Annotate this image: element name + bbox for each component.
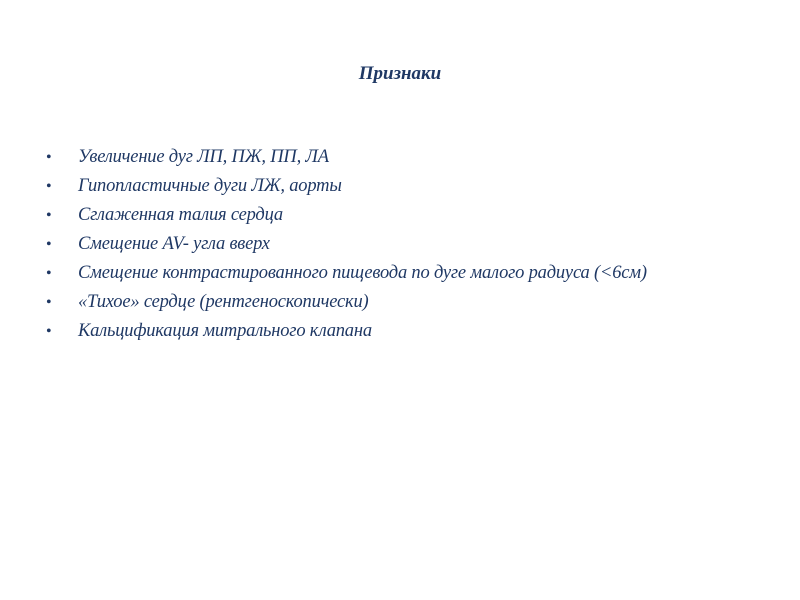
slide-title: Признаки	[358, 63, 442, 84]
bullet-item	[46, 175, 736, 198]
bullet-item	[46, 262, 736, 285]
bullet-marker: •	[46, 207, 52, 224]
bullet-marker: •	[46, 294, 52, 311]
bullet-item	[46, 204, 736, 227]
bullet-marker: •	[46, 265, 52, 282]
bullet-text: Кальцификация митрального клапана	[78, 321, 372, 341]
bullet-list	[46, 146, 736, 349]
bullet-text: Гипопластичные дуги ЛЖ, аорты	[78, 176, 342, 196]
bullet-text: Сглаженная талия сердца	[78, 205, 283, 225]
bullet-item	[46, 291, 736, 314]
bullet-item	[46, 320, 736, 343]
bullet-item	[46, 233, 736, 256]
bullet-text: Смещение AV- угла вверх	[78, 234, 270, 254]
bullet-item	[46, 146, 736, 169]
bullet-text: Увеличение дуг ЛП, ПЖ, ПП, ЛА	[78, 147, 329, 167]
bullet-marker: •	[46, 178, 52, 195]
bullet-text: Смещение контрастированного пищевода по дуге малого радиуса (<6см)	[78, 263, 647, 283]
bullet-marker: •	[46, 149, 52, 166]
bullet-marker: •	[46, 236, 52, 253]
bullet-marker: •	[46, 323, 52, 340]
bullet-text: «Тихое» сердце (рентгеноскопически)	[78, 292, 369, 312]
